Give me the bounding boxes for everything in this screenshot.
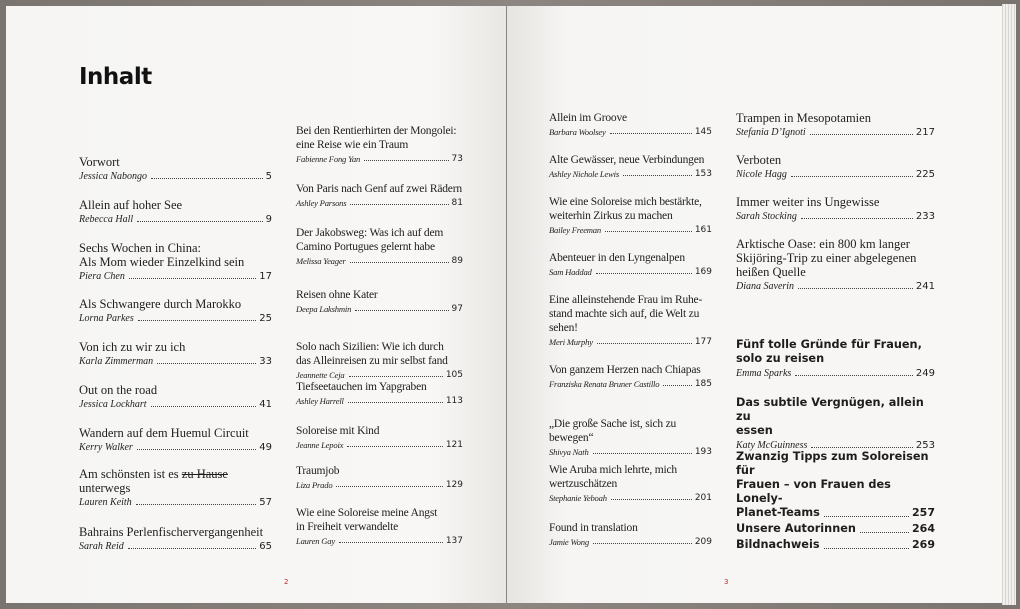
- toc-entry-author: Kerry Walker: [79, 442, 133, 453]
- toc-entry-title-text: Vorwort: [79, 155, 120, 169]
- toc-entry-title-text: Trampen in Mesopotamien: [736, 111, 871, 125]
- toc-entry-author-row: [79, 313, 272, 324]
- toc-entry-title-text: Arktische Oase: ein 800 km langer: [736, 237, 910, 251]
- toc-entry-author-row: [549, 169, 712, 179]
- toc-entry-title: [296, 240, 463, 254]
- leader-dots: [795, 374, 913, 376]
- toc-entry-title-text: Frauen – von Frauen des Lonely-: [736, 478, 891, 505]
- toc-entry-page: 264: [912, 522, 935, 535]
- toc-entry-title-text: eine Reise wie ein Traum: [296, 139, 409, 151]
- toc-entry-page: 65: [259, 541, 272, 552]
- toc-entry-title: [549, 363, 712, 377]
- toc-entry-title-text: Wie eine Soloreise mich bestärkte,: [549, 196, 702, 208]
- toc-entry[interactable]: [736, 195, 935, 222]
- toc-entry-page: 225: [915, 169, 935, 180]
- toc-entry-page: 153: [694, 169, 712, 179]
- toc-entry-title: [296, 424, 463, 438]
- toc-entry-page: 185: [694, 379, 712, 389]
- toc-entry[interactable]: [79, 467, 272, 508]
- toc-entry[interactable]: [79, 198, 272, 225]
- toc-entry-author-row: [296, 396, 463, 406]
- toc-entry[interactable]: [549, 195, 712, 235]
- toc-entry-author: Stefania D’Ignoti: [736, 127, 806, 138]
- toc-entry-author: Rebecca Hall: [79, 214, 134, 225]
- toc-entry-title: [549, 209, 712, 223]
- toc-entry-author: Franziska Renata Bruner Castillo: [549, 379, 660, 389]
- toc-entry-title-text: Bei den Rentierhirten der Mongolei:: [296, 125, 457, 137]
- toc-entry-author-row: [549, 267, 712, 277]
- toc-entry-title: [549, 477, 712, 491]
- toc-entry-title-text: Als Schwangere durch Marokko: [79, 297, 242, 311]
- toc-entry-page: 201: [694, 493, 712, 503]
- toc-entry-page: 193: [694, 447, 712, 457]
- toc-entry[interactable]: [549, 153, 712, 179]
- toc-entry-page: 217: [915, 127, 935, 138]
- toc-entry-title-text: Verboten: [736, 153, 782, 167]
- toc-entry-page: 241: [915, 281, 935, 292]
- toc-entry-author: Jamie Wong: [549, 537, 589, 547]
- toc-entry-title-text: solo zu reisen: [736, 352, 825, 365]
- leader-dots: [129, 277, 256, 279]
- toc-entry-title: [736, 424, 935, 438]
- toc-entry-author-row: [549, 493, 712, 503]
- toc-entry[interactable]: [79, 426, 272, 453]
- toc-entry[interactable]: [736, 396, 935, 451]
- toc-entry-author: Sarah Reid: [79, 541, 124, 552]
- toc-entry-title: [736, 153, 935, 167]
- page-title: Inhalt: [79, 64, 152, 90]
- toc-entry-title: [549, 321, 712, 335]
- leader-dots: [137, 220, 262, 222]
- toc-entry-title: [79, 255, 272, 269]
- toc-entry-title: [549, 293, 712, 307]
- toc-entry-page: 257: [912, 506, 935, 519]
- toc-entry-page: 33: [259, 356, 272, 367]
- toc-entry-title: [736, 195, 935, 209]
- toc-entry-author-row: [736, 127, 935, 138]
- toc-entry-page: 105: [445, 370, 463, 380]
- toc-entry-title: [549, 521, 712, 535]
- toc-entry-page: 253: [915, 440, 935, 451]
- toc-entry-title-text: das Alleinreisen zu mir selbst fand: [296, 355, 448, 367]
- toc-entry-title-text: Immer weiter ins Ungewisse: [736, 195, 880, 209]
- toc-entry-author-row: [296, 256, 463, 266]
- leader-dots: [791, 175, 913, 177]
- toc-entry-page: 9: [265, 214, 272, 225]
- toc-entry-author: Karla Zimmerman: [79, 356, 154, 367]
- toc-entry-title: [79, 241, 272, 255]
- toc-entry-author-row: [79, 442, 272, 453]
- toc-entry-title: [549, 417, 712, 431]
- toc-entry-title: [79, 525, 272, 539]
- toc-entry-title-text: wertzuschätzen: [549, 478, 618, 490]
- leader-dots: [801, 217, 913, 219]
- toc-entry-author: Jeannette Ceja: [296, 370, 345, 380]
- toc-entry-author: Sarah Stocking: [736, 211, 797, 222]
- toc-entry-page: 233: [915, 211, 935, 222]
- toc-entry-title: [79, 426, 272, 440]
- toc-entry[interactable]: [79, 525, 272, 552]
- toc-entry[interactable]: [549, 251, 712, 277]
- toc-entry-title-text: Zwanzig Tipps zum Soloreisen für: [736, 450, 929, 477]
- toc-entry-title: [79, 297, 272, 311]
- toc-entry-author: Jessica Lockhart: [79, 399, 147, 410]
- toc-entry-title-row: [736, 506, 935, 520]
- toc-entry-title-text: weiterhin Zirkus zu machen: [549, 210, 673, 222]
- toc-entry-author: Nicole Hagg: [736, 169, 787, 180]
- toc-entry-author-row: [549, 379, 712, 389]
- leader-dots: [596, 272, 692, 274]
- toc-entry-page: 129: [445, 480, 463, 490]
- toc-entry-title: [296, 340, 463, 354]
- toc-entry-title-text: Out on the road: [79, 383, 158, 397]
- toc-entry-title-text: Tiefseetauchen im Yapgraben: [296, 381, 427, 393]
- toc-entry-page: 161: [694, 225, 712, 235]
- toc-entry-title-text: Alte Gewässer, neue Verbindungen: [549, 154, 705, 166]
- toc-entry-page: 177: [694, 337, 712, 347]
- toc-entry[interactable]: [296, 506, 463, 546]
- toc-entry-title: [296, 226, 463, 240]
- toc-entry-page: 137: [445, 536, 463, 546]
- toc-entry[interactable]: [736, 538, 935, 552]
- toc-entry-page: 49: [259, 442, 272, 453]
- toc-entry-title-text: Wie eine Soloreise meine Angst: [296, 507, 438, 519]
- toc-entry-title-text: sehen!: [549, 322, 578, 334]
- leader-dots: [339, 541, 443, 543]
- struck-text: zu Hause: [181, 467, 228, 481]
- toc-entry-title: [549, 431, 712, 445]
- leader-dots: [347, 445, 443, 447]
- toc-entry-author: Jeanne Lepoix: [296, 440, 344, 450]
- toc-entry-title-text: unterwegs: [79, 481, 131, 495]
- leader-dots: [138, 319, 257, 321]
- toc-entry-title: Planet-Teams: [736, 506, 820, 519]
- toc-entry-page: 97: [451, 304, 463, 314]
- toc-entry[interactable]: [296, 226, 463, 266]
- toc-entry-page: 25: [259, 313, 272, 324]
- toc-entry-title-text: Allein im Groove: [549, 112, 627, 124]
- toc-entry-title-text: essen: [736, 424, 773, 437]
- toc-entry-title: [549, 307, 712, 321]
- toc-entry-title: [736, 478, 935, 506]
- toc-entry-author-row: [736, 368, 935, 379]
- leader-dots: [811, 446, 913, 448]
- leader-dots: [798, 287, 913, 289]
- toc-entry-page: 209: [694, 537, 712, 547]
- toc-entry-title-text: „Die große Sache ist, sich zu: [549, 418, 677, 430]
- toc-entry-author: Melissa Yeager: [296, 256, 346, 266]
- leader-dots: [610, 132, 692, 134]
- toc-entry-title-text: Von Paris nach Genf auf zwei Rädern: [296, 183, 462, 195]
- toc-entry-author: Lauren Gay: [296, 536, 335, 546]
- toc-entry-author-row: [549, 127, 712, 137]
- toc-entry[interactable]: [736, 153, 935, 180]
- toc-entry-title-text: Bahrains Perlenfischervergangenheit: [79, 525, 264, 539]
- toc-entry-page: 269: [912, 538, 935, 551]
- toc-entry-title: [296, 354, 463, 368]
- toc-entry-title-text: in Freiheit verwandelte: [296, 521, 399, 533]
- toc-entry-page: 5: [265, 171, 272, 182]
- toc-entry-title-text: stand machte sich auf, die Welt zu: [549, 308, 700, 320]
- toc-entry[interactable]: [736, 522, 935, 536]
- toc-entry[interactable]: [296, 182, 463, 208]
- toc-entry-title-text: Eine alleinstehende Frau im Ruhe-: [549, 294, 703, 306]
- leader-dots: [350, 203, 448, 205]
- toc-entry-title-text: Found in translation: [549, 522, 638, 534]
- toc-entry[interactable]: [736, 111, 935, 138]
- toc-entry-title: [296, 288, 463, 302]
- toc-entry-title: [79, 198, 272, 212]
- toc-entry-author-row: [296, 198, 463, 208]
- toc-entry-author: Emma Sparks: [736, 368, 792, 379]
- toc-entry-title-text: Skijöring-Trip zu einer abgelegenen: [736, 251, 917, 265]
- toc-entry[interactable]: [79, 155, 272, 182]
- leader-dots: [605, 230, 692, 232]
- leader-dots: [623, 174, 692, 176]
- toc-entry[interactable]: [79, 297, 272, 324]
- toc-entry-title-text: bewegen“: [549, 432, 594, 444]
- toc-entry-title: [296, 138, 463, 152]
- toc-entry-author: Katy McGuinness: [736, 440, 808, 451]
- toc-entry-author-row: [549, 225, 712, 235]
- toc-entry-author: Jessica Nabongo: [79, 171, 148, 182]
- toc-entry-title-row: [736, 522, 935, 536]
- toc-entry-title: [549, 153, 712, 167]
- toc-entry-author-row: [296, 304, 463, 314]
- leader-dots: [136, 503, 257, 505]
- toc-entry-title-text: Am schönsten ist es: [79, 467, 179, 481]
- leader-dots: [364, 159, 448, 161]
- leader-dots: [810, 133, 913, 135]
- toc-entry-author-row: [296, 370, 463, 380]
- toc-entry-author: Stephanie Yeboah: [549, 493, 607, 503]
- toc-entry-author-row: [79, 541, 272, 552]
- leader-dots: [824, 515, 909, 517]
- leader-dots: [157, 362, 256, 364]
- leader-dots: [350, 261, 449, 263]
- toc-entry[interactable]: [549, 521, 712, 547]
- toc-entry-title-text: Allein auf hoher See: [79, 198, 183, 212]
- toc-entry-author: Deepa Lakshmin: [296, 304, 352, 314]
- toc-entry-title: [549, 195, 712, 209]
- toc-entry[interactable]: [549, 111, 712, 137]
- toc-entry-title: [549, 251, 712, 265]
- leader-dots: [137, 448, 256, 450]
- toc-entry-author: Fabienne Fong Yan: [296, 154, 361, 164]
- toc-entry-title: [736, 352, 935, 366]
- toc-entry-page: 145: [694, 127, 712, 137]
- toc-entry-title: [296, 182, 463, 196]
- page-number-right: 3: [724, 578, 729, 586]
- toc-entry-author: Meri Murphy: [549, 337, 593, 347]
- leader-dots: [593, 452, 692, 454]
- toc-entry-title: [736, 396, 935, 424]
- toc-entry-title-text: Abenteuer in den Lyngenalpen: [549, 252, 685, 264]
- toc-entry-title: [296, 124, 463, 138]
- toc-entry-author-row: [79, 171, 272, 182]
- toc-entry[interactable]: [736, 338, 935, 379]
- toc-entry-page: 89: [451, 256, 463, 266]
- leader-dots: [355, 309, 448, 311]
- leader-dots: [597, 342, 692, 344]
- page-edges: [1002, 4, 1016, 605]
- toc-entry-title-row: [736, 538, 935, 552]
- toc-entry-author-row: [79, 214, 272, 225]
- leader-dots: [151, 177, 263, 179]
- toc-entry-title-text: Wandern auf dem Huemul Circuit: [79, 426, 249, 440]
- toc-entry-page: 121: [445, 440, 463, 450]
- toc-entry[interactable]: [549, 363, 712, 389]
- toc-entry-author-row: [549, 337, 712, 347]
- leader-dots: [128, 547, 257, 549]
- toc-entry-page: 57: [259, 497, 272, 508]
- toc-entry[interactable]: [79, 340, 272, 367]
- toc-entry-author: Shivya Nath: [549, 447, 589, 457]
- toc-entry[interactable]: [296, 288, 463, 314]
- toc-entry-title-text: Als Mom wieder Einzelkind sein: [79, 255, 245, 269]
- toc-entry-author: Bailey Freeman: [549, 225, 602, 235]
- toc-entry-author: Barbara Woolsey: [549, 127, 606, 137]
- toc-entry-title: [296, 520, 463, 534]
- toc-entry-title: [736, 111, 935, 125]
- toc-entry-author-row: [296, 480, 463, 490]
- toc-entry[interactable]: [296, 464, 463, 490]
- toc-entry[interactable]: [736, 450, 935, 520]
- toc-entry-title-text: Solo nach Sizilien: Wie ich durch: [296, 341, 444, 353]
- toc-entry-author: Lauren Keith: [79, 497, 132, 508]
- toc-entry-title: [79, 340, 272, 354]
- leader-dots: [348, 401, 443, 403]
- leader-dots: [663, 384, 691, 386]
- toc-entry[interactable]: [736, 237, 935, 292]
- leader-dots: [593, 542, 692, 544]
- toc-entry-author: Liza Prado: [296, 480, 333, 490]
- leader-dots: [349, 375, 443, 377]
- toc-entry-page: 169: [694, 267, 712, 277]
- toc-entry-author: Ashley Harrell: [296, 396, 344, 406]
- toc-entry-title: [296, 380, 463, 394]
- toc-entry-author-row: [296, 440, 463, 450]
- toc-entry-title-text: Sechs Wochen in China:: [79, 241, 202, 255]
- toc-entry-title: [79, 467, 272, 481]
- toc-entry-title-text: heißen Quelle: [736, 265, 806, 279]
- toc-entry-author-row: [79, 271, 272, 282]
- toc-entry-title-text: Fünf tolle Gründe für Frauen,: [736, 338, 922, 351]
- toc-entry-title-text: Von ich zu wir zu ich: [79, 340, 186, 354]
- toc-entry-author-row: [79, 497, 272, 508]
- toc-entry-author-row: [736, 169, 935, 180]
- toc-entry-page: 249: [915, 368, 935, 379]
- toc-entry[interactable]: [296, 124, 463, 164]
- toc-entry-title: [549, 111, 712, 125]
- toc-entry-author: Sam Haddad: [549, 267, 592, 277]
- toc-entry-title-text: Soloreise mit Kind: [296, 425, 380, 437]
- toc-entry-author: Ashley Parsons: [296, 198, 347, 208]
- toc-entry-author-row: [296, 536, 463, 546]
- toc-entry-title-text: Wie Aruba mich lehrte, mich: [549, 464, 677, 476]
- toc-entry-title: [79, 155, 272, 169]
- toc-entry[interactable]: [79, 383, 272, 410]
- toc-entry[interactable]: [79, 241, 272, 282]
- toc-entry-author-row: [736, 281, 935, 292]
- toc-entry-author-row: [79, 399, 272, 410]
- toc-entry-page: 41: [259, 399, 272, 410]
- toc-entry-title: [736, 338, 935, 352]
- leader-dots: [611, 498, 692, 500]
- toc-entry-page: 73: [451, 154, 463, 164]
- toc-entry-title-text: Das subtile Vergnügen, allein zu: [736, 396, 924, 423]
- toc-entry-title: [736, 450, 935, 478]
- toc-entry[interactable]: [296, 424, 463, 450]
- leader-dots: [824, 547, 909, 549]
- toc-entry-title: [736, 265, 935, 279]
- toc-entry-title-text: Traumjob: [296, 465, 340, 477]
- toc-entry-title: [79, 383, 272, 397]
- leader-dots: [860, 531, 909, 533]
- toc-entry[interactable]: [549, 293, 712, 347]
- toc-entry-author: Ashley Nichole Lewis: [549, 169, 619, 179]
- toc-entry-title: [296, 464, 463, 478]
- toc-entry[interactable]: [296, 380, 463, 406]
- toc-entry-title: [549, 463, 712, 477]
- toc-entry-title: Unsere Autorinnen: [736, 522, 856, 535]
- leader-dots: [151, 405, 257, 407]
- toc-entry-title: Bildnachweis: [736, 538, 820, 551]
- toc-entry-title-text: Camino Portugues gelernt habe: [296, 241, 435, 253]
- page-number-left: 2: [284, 578, 289, 586]
- toc-entry-author-row: [549, 537, 712, 547]
- toc-entry-title: [296, 506, 463, 520]
- toc-entry-author-row: [296, 154, 463, 164]
- toc-entry-page: 17: [259, 271, 272, 282]
- toc-entry[interactable]: [549, 463, 712, 503]
- toc-entry-author-row: [736, 211, 935, 222]
- toc-entry-author-row: [79, 356, 272, 367]
- toc-entry-page: 81: [451, 198, 463, 208]
- toc-entry-title-text: Der Jakobsweg: Was ich auf dem: [296, 227, 444, 239]
- toc-entry-author: Piera Chen: [79, 271, 125, 282]
- toc-entry-author: Lorna Parkes: [79, 313, 134, 324]
- toc-entry[interactable]: [549, 417, 712, 457]
- toc-entry-title-text: Von ganzem Herzen nach Chiapas: [549, 364, 701, 376]
- toc-entry-title-text: Reisen ohne Kater: [296, 289, 378, 301]
- toc-entry-author: Diana Saverin: [736, 281, 795, 292]
- toc-entry-title: [736, 251, 935, 265]
- leader-dots: [336, 485, 442, 487]
- toc-entry-page: 113: [445, 396, 463, 406]
- toc-entry-author-row: [549, 447, 712, 457]
- toc-entry-title: [79, 481, 272, 495]
- toc-entry-title: [736, 237, 935, 251]
- toc-entry[interactable]: [296, 340, 463, 380]
